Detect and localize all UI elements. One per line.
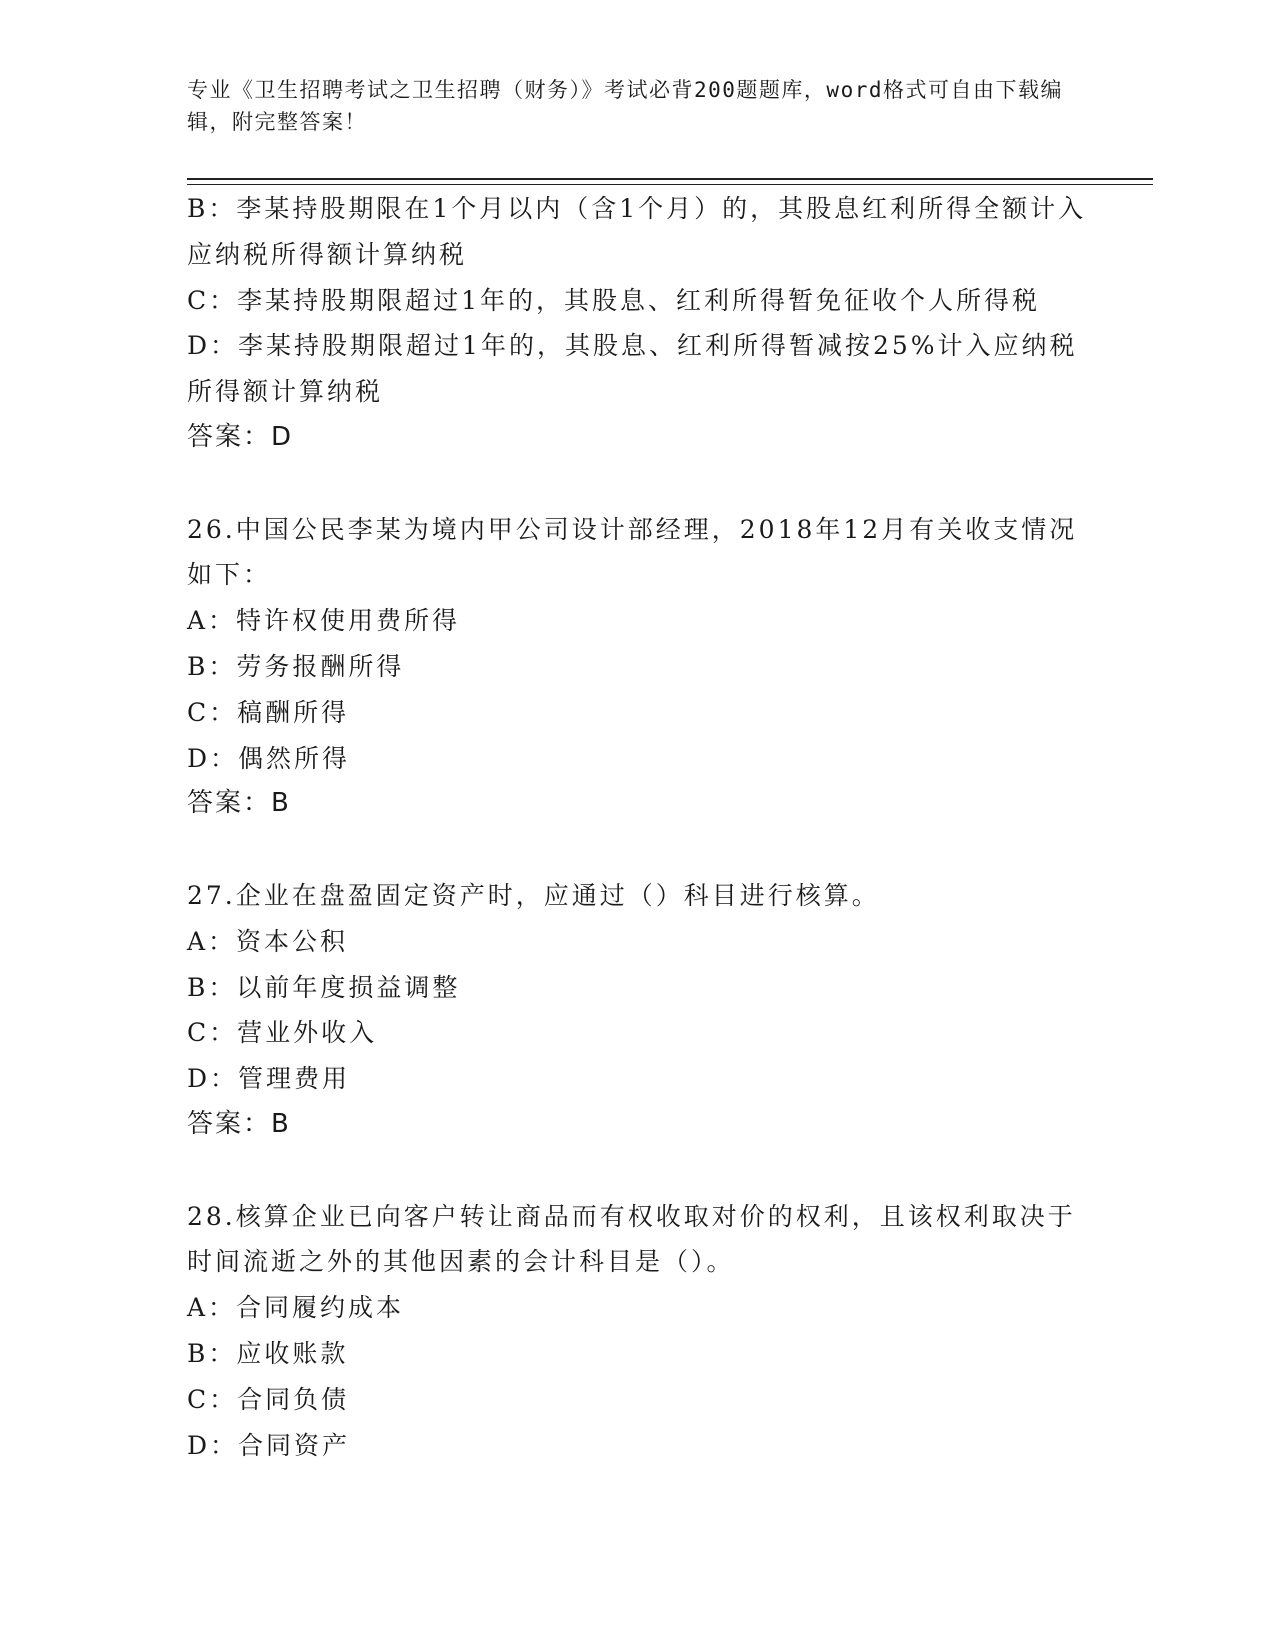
question-27 [187,873,1087,1148]
question-28 [187,1194,1087,1469]
option-b: B：以前年度损益调整 [187,972,461,1002]
question-stem: 27.企业在盘盈固定资产时，应通过（）科目进行核算。 [187,880,880,910]
question-stem: 26.中国公民李某为境内甲公司设计部经理，2018年12月有关收支情况如下： [187,514,1078,590]
option-b: B：李某持股期限在1个月以内（含1个月）的，其股息红利所得全额计入应纳税所得额计算纳税 [187,194,1087,269]
option-d: D：合同资产 [187,1430,351,1460]
question-spacer [187,1148,1087,1194]
option-a: A：合同履约成本 [187,1293,405,1323]
option-c: C：李某持股期限超过1年的，其股息、红利所得暂免征收个人所得税 [187,285,1041,315]
option-b: B：应收账款 [187,1338,349,1368]
header-divider-thin [187,184,1153,185]
document-header [187,74,1067,138]
option-c: C：合同负债 [187,1384,350,1414]
option-d: D：李某持股期限超过1年的，其股息、红利所得暂减按25%计入应纳税所得额计算纳税 [187,331,1078,407]
question-list [187,186,1087,1468]
header-title: 专业《卫生招聘考试之卫生招聘（财务）》考试必背200题题库，word格式可自由下载编辑，附完整答案！ [187,78,1063,134]
question-26 [187,507,1087,828]
question-25 [187,186,1087,461]
option-a: A：特许权使用费所得 [187,606,461,636]
option-d: D：偶然所得 [187,743,351,773]
question-stem: 28.核算企业已向客户转让商品而有权收取对价的权利，且该权利取决于时间流逝之外的其他因素的会计科目是（）。 [187,1201,1076,1277]
answer: 答案：B [187,1108,291,1139]
option-d: D：管理费用 [187,1064,351,1094]
question-spacer [187,827,1087,873]
header-divider [187,178,1153,180]
option-c: C：营业外收入 [187,1018,378,1048]
question-spacer [187,461,1087,507]
option-a: A：资本公积 [187,926,349,956]
option-b: B：劳务报酬所得 [187,651,405,681]
option-c: C：稿酬所得 [187,697,350,727]
answer: 答案：D [187,421,294,452]
answer: 答案：B [187,788,291,819]
